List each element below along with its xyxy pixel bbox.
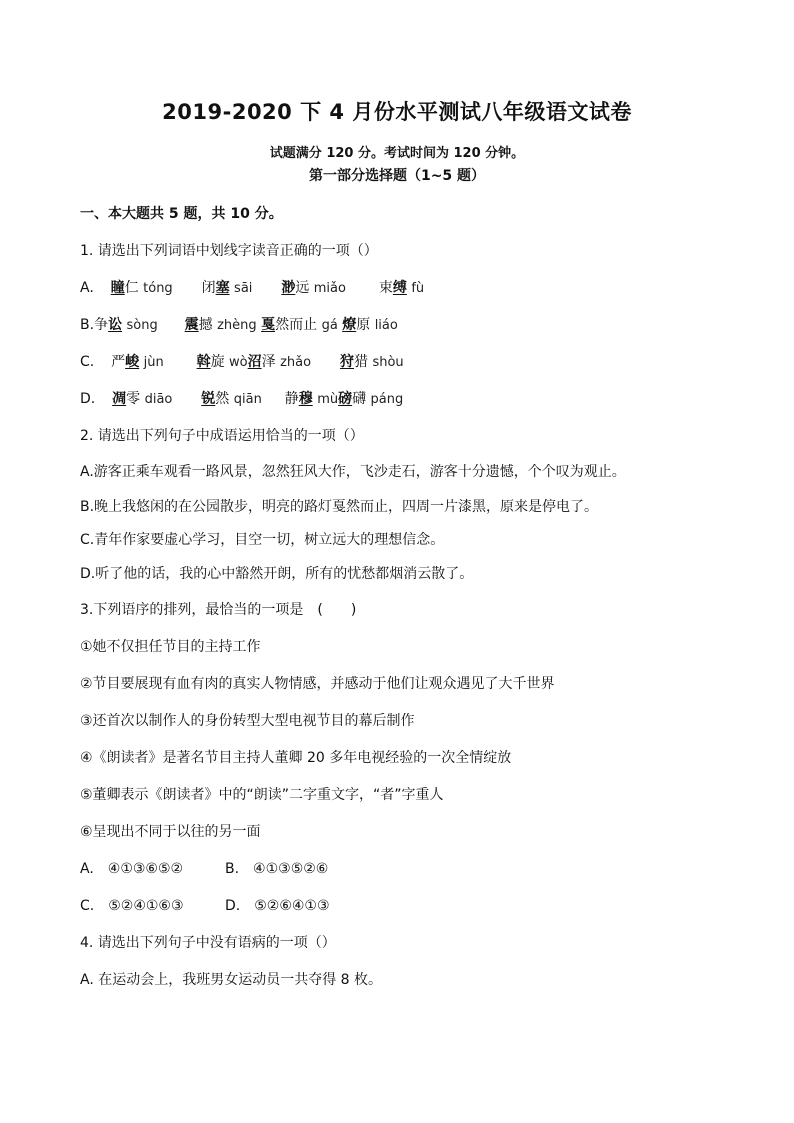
q1-option-b (80, 315, 398, 336)
pinyin: liáo (374, 318, 398, 333)
underlined-char: 锐 (201, 391, 216, 407)
underlined-char: 渺 (281, 280, 296, 296)
q3-sentence-2: ②节目要展现有血有肉的真实人物情感，并感动于他们让观众遇见了大千世界 (80, 676, 555, 692)
pinyin: páng (370, 392, 404, 407)
word-rest: 远 (295, 280, 310, 296)
q3-option-a: A. ④①③⑥⑤② (80, 861, 184, 877)
q3-stem: 3.下列语序的排列，最恰当的一项是 ( ) (80, 602, 357, 618)
q1-stem: 1. 请选出下列词语中划线字读音正确的一项（） (80, 243, 378, 259)
pinyin: wò (229, 355, 248, 370)
word-rest: 撼 (198, 317, 213, 333)
underlined-char: 戛 (261, 317, 276, 333)
pinyin: miǎo (313, 281, 346, 296)
q3-option-d: D. ⑤②⑥④①③ (225, 898, 330, 914)
option-label: B. (80, 317, 95, 333)
word-rest: 闭 (201, 280, 216, 296)
word-rest: 仁 (124, 280, 139, 296)
word-rest: 零 (126, 391, 141, 407)
exam-info: 试题满分 120 分。考试时间为 120 分钟。 (269, 146, 525, 161)
q3-options-cd (80, 896, 330, 916)
q2-stem: 2. 请选出下列句子中成语运用恰当的一项（） (80, 428, 364, 444)
pinyin: mù (317, 392, 339, 407)
q1-option-c (80, 352, 404, 373)
pinyin: shòu (372, 355, 404, 370)
pinyin: sòng (126, 318, 158, 333)
q2-option-d: D.听了他的话，我的心中豁然开朗，所有的忧愁都烟消云散了。 (80, 566, 474, 582)
q3-sentence-4: ④《朗读者》是著名节目主持人董卿 20 多年电视经验的一次全情绽放 (80, 750, 512, 766)
q3-options-ab (80, 859, 328, 879)
underlined-char: 斡 (196, 354, 211, 370)
page-title: 2019-2020 下 4 月份水平测试八年级语文试卷 (162, 100, 632, 124)
underlined-char: 瞳 (110, 280, 125, 296)
q3-sentence-3: ③还首次以制作人的身份转型大型电视节目的幕后制作 (80, 713, 415, 729)
q3-sentence-1: ①她不仅担任节目的主持工作 (80, 639, 261, 655)
underlined-char: 穆 (298, 391, 313, 407)
pinyin: fù (411, 281, 425, 296)
pinyin: diāo (144, 392, 173, 407)
underlined-char: 狩 (339, 354, 354, 370)
q1-option-a (80, 278, 424, 299)
q3-option-b: B. ④①③⑤②⑥ (225, 861, 329, 877)
pinyin: zhèng (217, 318, 257, 333)
underlined-char: 缚 (392, 280, 407, 296)
q1-option-d (80, 389, 403, 410)
option-label: C. (80, 354, 95, 370)
word-rest: 争 (94, 317, 109, 333)
q4-option-a: A. 在运动会上，我班男女运动员一共夺得 8 枚。 (80, 972, 383, 988)
word-rest: 原 (356, 317, 371, 333)
pinyin: gá (321, 318, 338, 333)
word-rest: 然而止 (275, 317, 318, 333)
word-rest: 旋 (210, 354, 225, 370)
pinyin: jùn (143, 355, 164, 370)
option-label: D. (80, 391, 96, 407)
word-rest: 然 (215, 391, 230, 407)
q3-sentence-6: ⑥呈现出不同于以往的另一面 (80, 824, 261, 840)
part-heading: 第一部分选择题（1~5 题） (308, 168, 486, 184)
option-label: A. (80, 280, 94, 296)
underlined-char: 震 (184, 317, 199, 333)
underlined-char: 峻 (125, 354, 140, 370)
underlined-char: 磅 (338, 391, 353, 407)
q3-option-c: C. ⑤②④①⑥③ (80, 898, 184, 914)
underlined-char: 讼 (108, 317, 123, 333)
word-rest: 猎 (353, 354, 368, 370)
pinyin: zhǎo (280, 355, 312, 370)
underlined-char: 凋 (112, 391, 127, 407)
pinyin: sāi (234, 281, 253, 296)
word-rest: 束 (378, 280, 393, 296)
underlined-char: 燎 (342, 317, 357, 333)
q2-option-b: B.晚上我悠闲的在公园散步，明亮的路灯戛然而止，四周一片漆黑，原来是停电了。 (80, 499, 599, 515)
word-rest: 泽 (261, 354, 276, 370)
q2-option-a: A.游客正乘车观看一路风景，忽然狂风大作，飞沙走石，游客十分遗憾，个个叹为观止。 (80, 464, 626, 480)
pinyin: qiān (233, 392, 262, 407)
q3-sentence-5: ⑤董卿表示《朗读者》中的“朗读”二字重文字，“者”字重人 (80, 787, 444, 803)
word-rest: 礴 (352, 391, 367, 407)
word-rest: 静 (284, 391, 299, 407)
underlined-char: 沼 (247, 354, 262, 370)
pinyin: tóng (143, 281, 173, 296)
word-rest: 严 (111, 354, 126, 370)
q4-stem: 4. 请选出下列句子中没有语病的一项（） (80, 935, 336, 951)
section-heading: 一、本大题共 5 题，共 10 分。 (80, 206, 283, 222)
q2-option-c: C.青年作家要虚心学习，目空一切，树立远大的理想信念。 (80, 532, 445, 548)
underlined-char: 塞 (215, 280, 230, 296)
